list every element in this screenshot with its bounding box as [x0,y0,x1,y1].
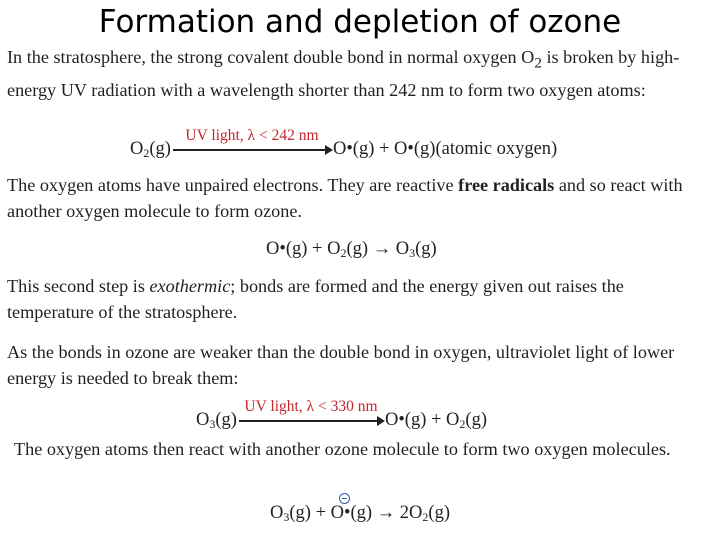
eq3-product-subscript: 2 [459,417,466,431]
eq3-arrow-line [239,420,383,422]
eq3-reactant: O [196,410,210,430]
eq4-sub-2: 2 [422,510,429,524]
p2-text-b: and so react with another oxygen molecule to form ozone. [7,175,683,221]
p3-italic-term: exothermic [149,276,231,296]
equation-ozone-photolysis [196,398,487,433]
p2-text-a: The oxygen atoms have unpaired electrons. They are reactive [7,175,459,195]
p1-text-a: In the stratosphere, the strong covalent double bond in normal oxygen O [7,47,535,67]
eq2-part-3: (g) [415,239,437,259]
eq2-sub-2: 3 [409,246,416,260]
eq1-reaction-arrow [171,127,333,162]
p3-text-a: This second step is [7,276,150,296]
eq3-product-part-2: (g) [465,410,487,430]
p3-text-b: ; bonds are formed and the energy given out raises the temperature of the stratosphere. [7,276,624,322]
minus-circle-icon [339,493,350,504]
p2-bold-term: free radicals [458,175,555,195]
eq4-sub-1: 3 [283,510,290,524]
eq1-reactant-subscript: 2 [143,146,150,160]
eq3-reaction-arrow [237,398,385,433]
eq2-part-1: O•(g) + O [266,239,341,259]
eq3-product-part-1: O•(g) + O [384,410,460,430]
paragraph-uv-breaks-oxygen [7,44,713,103]
eq2-sub-1: 2 [340,246,347,260]
slide-title: Formation and depletion of ozone [98,4,622,40]
paragraph-weaker-bonds: As the bonds in ozone are weaker than the double bond in oxygen, ultraviolet light of lower energy is needed to break them: [7,342,675,388]
equation-ozone-depletion [270,500,450,526]
eq3-reactant-subscript: 3 [209,417,216,431]
eq3-reactant-state: (g) [215,410,237,430]
eq4-part-2: (g) + O•(g) → 2O [289,503,423,523]
eq3-arrow-label: UV light, λ < 330 nm [244,398,378,415]
eq1-reactant-state: (g) [149,139,171,159]
equation-ozone-formation [266,236,437,262]
eq1-arrow-line [173,149,331,151]
paragraph-exothermic [7,273,713,325]
eq2-part-2: (g) → O [346,239,410,259]
p1-subscript: 2 [534,54,542,72]
equation-oxygen-photolysis [130,127,558,162]
eq1-reactant: O [130,139,144,159]
eq1-products: O•(g) + O•(g)(atomic oxygen) [332,139,558,159]
eq4-part-1: O [270,503,284,523]
eq4-part-3: (g) [428,503,450,523]
eq1-arrow-label: UV light, λ < 242 nm [185,127,319,144]
p1-text-b: is broken by high-energy UV radiation with a wavelength shorter than 242 nm to form two oxygen atoms: [7,47,680,100]
paragraph-free-radicals [7,172,713,224]
paragraph-ozone-depletion: The oxygen atoms then react with another ozone molecule to form two oxygen molecules. [14,439,671,459]
